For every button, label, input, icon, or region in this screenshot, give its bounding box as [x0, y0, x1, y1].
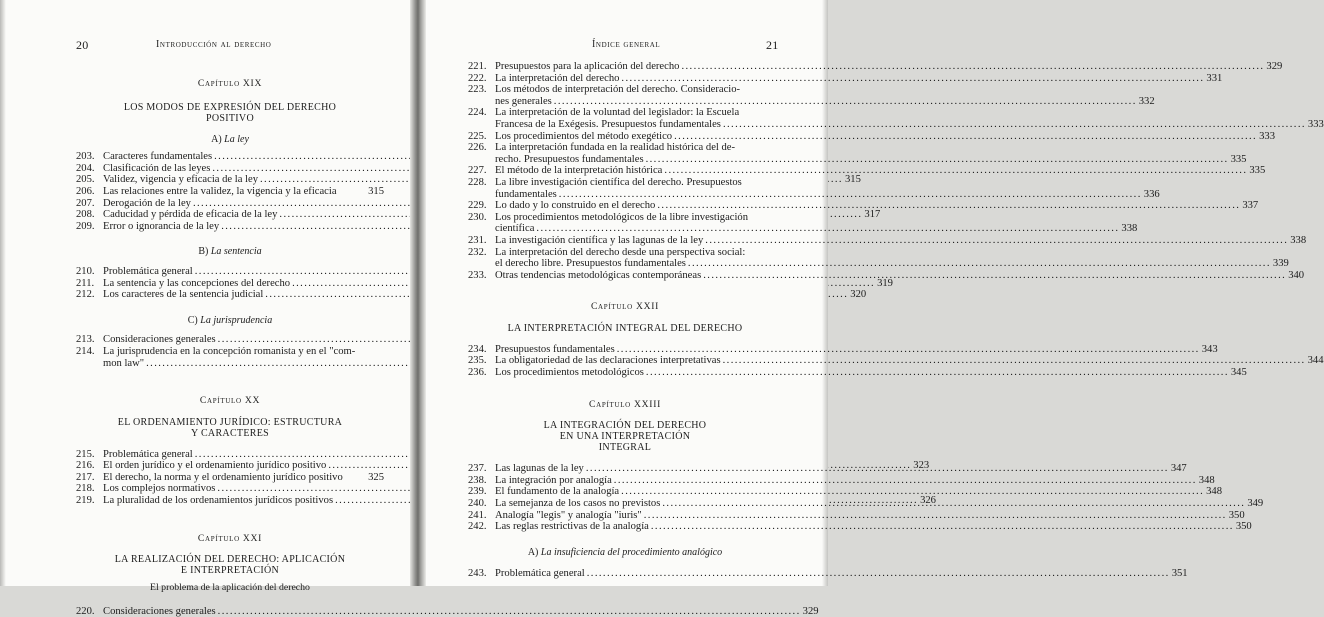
- toc-entry[interactable]: 230. Los procedimientos metodológicos de la libre investigación científica ..... 338: [468, 212, 782, 235]
- toc-entry[interactable]: 217. El derecho, la norma y el ordenamiento jurídico positivo 325: [76, 471, 384, 483]
- toc-entry[interactable]: 232. La interpretación del derecho desde una perspectiva social: el derecho libre. Presupuestos fundamentales ..... 339: [468, 247, 782, 270]
- toc-entry[interactable]: 231. La investigación científica y las lagunas de la ley ..... 338: [468, 235, 782, 247]
- section-heading: A) La ley: [211, 133, 249, 145]
- chapter-title: LOS MODOS DE EXPRESIÓN DEL DERECHO: [123, 101, 337, 113]
- toc-entry[interactable]: 234. Presupuestos fundamentales ..... 343: [468, 344, 782, 356]
- toc-entry[interactable]: 237. Las lagunas de la ley ..... 347: [468, 463, 782, 475]
- section-heading: A) La insuficiencia del procedimiento analógico: [527, 546, 723, 558]
- chapter-title: E INTERPRETACIÓN: [180, 565, 280, 577]
- toc-entry[interactable]: 238. La integración por analogía ..... 348: [468, 475, 782, 487]
- chapter-label: Capítulo XXII: [590, 301, 660, 313]
- toc-entry[interactable]: 243. Problemática general ..... 351: [468, 568, 782, 580]
- toc-entry[interactable]: 215. Problemática general .....: [76, 449, 384, 461]
- toc-entry[interactable]: 218. Los complejos normativos .....: [76, 483, 384, 495]
- right-page-number: 21: [766, 38, 779, 52]
- chapter-title: LA INTEGRACIÓN DEL DERECHO: [543, 420, 707, 432]
- chapter-title: LA INTERPRETACIÓN INTEGRAL DEL DERECHO: [507, 322, 743, 334]
- chapter-title: POSITIVO: [206, 112, 254, 124]
- toc-entry[interactable]: 242. Las reglas restrictivas de la analogía ..... 350: [468, 521, 782, 533]
- toc-entry[interactable]: 219. La pluralidad de los ordenamientos jurídicos positivos ..... 326: [76, 495, 384, 507]
- page-edge-shadow: [0, 0, 6, 586]
- toc-entry[interactable]: 235. La obligatoriedad de las declaraciones interpretativas ..... 344: [468, 355, 782, 367]
- toc-list: [76, 605, 819, 617]
- chapter-label: Capítulo XX: [199, 395, 261, 407]
- chapter-title: EL ORDENAMIENTO JURÍDICO: ESTRUCTURA: [117, 416, 343, 428]
- toc-entry[interactable]: 229. Lo dado y lo construido en el derecho ..... 337: [468, 200, 782, 212]
- toc-entry[interactable]: 221. Presupuestos para la aplicación del derecho ..... 329: [468, 61, 782, 73]
- book-gutter: [410, 0, 426, 586]
- chapter-label: Capítulo XXIII: [589, 398, 661, 410]
- chapter-title: EN UNA INTERPRETACIÓN: [559, 431, 691, 443]
- toc-entry[interactable]: 211. La sentencia y las concepciones del derecho ..... 319: [76, 278, 384, 290]
- toc-entry[interactable]: 208. Caducidad y pérdida de eficacia de la ley ..... 317: [76, 209, 384, 221]
- toc-entry[interactable]: 236. Los procedimientos metodológicos ..... 345: [468, 367, 782, 379]
- toc-entry[interactable]: 228. La libre investigación científica del derecho. Presupuestos fundamentales ..... 336: [468, 177, 782, 200]
- chapter-label: Capítulo XIX: [197, 78, 263, 89]
- section-heading: C) La jurisprudencia: [187, 314, 273, 326]
- right-running-head: Índice general: [592, 39, 661, 50]
- toc-entry[interactable]: 212. Los caracteres de la sentencia judicial ..... 320: [76, 289, 384, 301]
- toc-entry[interactable]: 205. Validez, vigencia y eficacia de la ley ..... 315: [76, 174, 384, 186]
- toc-entry[interactable]: 223. Los métodos de interpretación del derecho. Consideracio- nes generales ..... 332: [468, 84, 782, 107]
- toc-entry[interactable]: 220. Consideraciones generales ..... 329: [76, 606, 384, 617]
- toc-entry[interactable]: 241. Analogía "legis" y analogía "iuris" ..... 350: [468, 510, 782, 522]
- toc-entry[interactable]: 216. El orden jurídico y el ordenamiento jurídico positivo ..... 323: [76, 460, 384, 472]
- toc-entry[interactable]: 203. Caracteres fundamentales .....: [76, 151, 384, 163]
- toc-entry[interactable]: 226. La interpretación fundada en la realidad histórica del de- recho. Presupuestos fundamentales ..... 335: [468, 142, 782, 165]
- toc-entry[interactable]: 213. Consideraciones generales .....: [76, 334, 384, 346]
- toc-list: [468, 343, 1324, 379]
- toc-entry[interactable]: 222. La interpretación del derecho ..... 331: [468, 73, 782, 85]
- section-heading: B) La sentencia: [198, 246, 262, 258]
- chapter-title: LA REALIZACIÓN DEL DERECHO: APLICACIÓN: [114, 554, 346, 566]
- toc-entry[interactable]: 210. Problemática general .....: [76, 266, 384, 278]
- chapter-subtitle: El problema de la aplicación del derecho: [150, 582, 310, 594]
- left-page-number: 20: [76, 38, 89, 52]
- left-running-head: Introducción al derecho: [156, 39, 272, 50]
- chapter-label: Capítulo XXI: [197, 532, 263, 544]
- toc-entry[interactable]: 239. El fundamento de la analogía ..... 348: [468, 486, 782, 498]
- toc-entry[interactable]: 204. Clasificación de las leyes .....: [76, 163, 384, 175]
- toc-entry[interactable]: 214. La jurisprudencia en la concepción romanista y en el "com- mon law" .....: [76, 346, 384, 369]
- toc-entry[interactable]: 207. Derogación de la ley .....: [76, 198, 384, 210]
- toc-entry[interactable]: 225. Los procedimientos del método exegético ..... 333: [468, 131, 782, 143]
- toc-entry[interactable]: 227. El método de la interpretación histórica ..... 335: [468, 165, 782, 177]
- toc-entry[interactable]: 224. La interpretación de la voluntad del legislador: la Escuela Francesa de la Exégesis. Presupuestos fundamentales ..... 333: [468, 107, 782, 130]
- toc-entry[interactable]: 240. La semejanza de los casos no previstos ..... 349: [468, 498, 782, 510]
- toc-entry[interactable]: 206. Las relaciones entre la validez, la vigencia y la eficacia 315: [76, 185, 384, 197]
- toc-list: [468, 568, 1188, 580]
- chapter-title: INTEGRAL: [598, 442, 652, 454]
- toc-entry[interactable]: 209. Error o ignorancia de la ley .....: [76, 221, 384, 233]
- toc-list: [76, 334, 384, 369]
- toc-entry[interactable]: 233. Otras tendencias metodológicas contemporáneas ..... 340: [468, 270, 782, 282]
- chapter-title: Y CARACTERES: [191, 427, 269, 439]
